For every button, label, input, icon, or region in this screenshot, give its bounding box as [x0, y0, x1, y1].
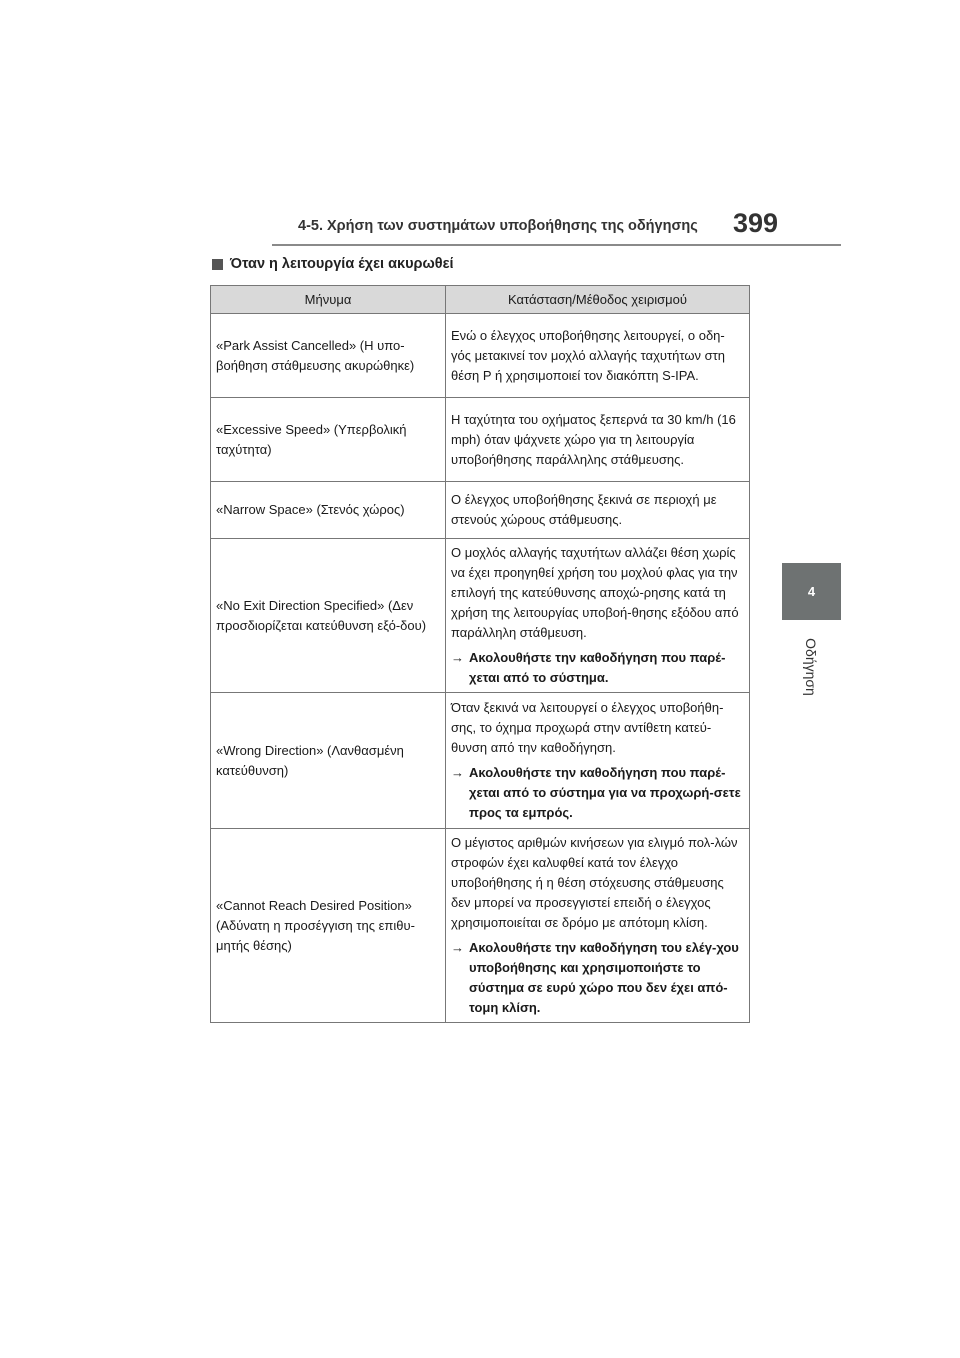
table-row — [211, 693, 750, 829]
description-cell — [446, 482, 750, 539]
message-cell: «Wrong Direction» (Λανθασμένη κατεύθυνση) — [211, 693, 446, 829]
column-header-description: Κατάσταση/Μέθοδος χειρισμού — [446, 286, 750, 314]
message-cell: «Narrow Space» (Στενός χώρος) — [211, 482, 446, 539]
square-bullet-icon — [212, 259, 223, 270]
header-divider — [272, 244, 841, 246]
message-cell: «Excessive Speed» (Υπερβολική ταχύτητα) — [211, 398, 446, 482]
description-cell — [446, 539, 750, 693]
table-row — [211, 314, 750, 398]
description-text: Ενώ ο έλεγχος υποβοήθησης λειτουργεί, ο οδη-γός μετακινεί τον μοχλό αλλαγής ταχυτήτων στη θέση P ή χρησιμοποιεί τον διακόπτη S-IPA. — [451, 327, 725, 383]
table-row — [211, 398, 750, 482]
table-row — [211, 539, 750, 693]
action-instruction — [451, 763, 744, 823]
chapter-label: Οδήγηση — [803, 638, 819, 696]
action-text: Ακολουθήστε την καθοδήγηση που παρέ-χεται από το σύστημα για να προχωρή-σετε προς τα εμπρός. — [469, 765, 741, 820]
description-text: Ο έλεγχος υποβοήθησης ξεκινά σε περιοχή με στενούς χώρους στάθμευσης. — [451, 492, 717, 527]
message-cell: «No Exit Direction Specified» (Δεν προσδιορίζεται κατεύθυνση εξό-δου) — [211, 539, 446, 693]
description-cell — [446, 398, 750, 482]
arrow-right-icon: → — [451, 940, 464, 955]
section-heading-text: Όταν η λειτουργία έχει ακυρωθεί — [230, 256, 454, 272]
table-header-row — [211, 286, 750, 314]
section-title: 4-5. Χρήση των συστημάτων υποβοήθησης της οδήγησης — [298, 218, 698, 234]
chapter-tab[interactable] — [782, 563, 841, 620]
description-text: Όταν ξεκινά να λειτουργεί ο έλεγχος υποβοήθη-σης, το όχημα προχωρά στην αντίθετη κατεύ-θυνση από την καθοδήγηση. — [451, 700, 724, 755]
action-text: Ακολουθήστε την καθοδήγηση που παρέ-χεται από το σύστημα. — [469, 650, 726, 685]
section-heading — [212, 256, 454, 272]
arrow-right-icon: → — [451, 650, 464, 665]
page-number: 399 — [733, 208, 779, 238]
message-cell: «Park Assist Cancelled» (Η υπο-βοήθηση στάθμευσης ακυρώθηκε) — [211, 314, 446, 398]
action-instruction — [451, 938, 744, 1018]
description-cell — [446, 693, 750, 829]
action-text: Ακολουθήστε την καθοδήγηση του ελέγ-χου υποβοήθησης και χρησιμοποιήστε το σύστημα σε ευρύ χώρο που δεν έχει από-τομη κλίση. — [469, 940, 739, 1015]
arrow-right-icon: → — [451, 765, 464, 780]
description-cell — [446, 314, 750, 398]
description-text: Ο μέγιστος αριθμών κινήσεων για ελιγμό πολ-λών στροφών έχει καλυφθεί κατά τον έλεγχο υποβοήθησης ή η θέση στόχευσης στάθμευσης δεν μπορεί να προσεγγιστεί επειδή ο έλεγχος χρησιμοποιείται σε δρόμο με απότομη κλίση. — [451, 835, 738, 930]
chapter-number: 4 — [807, 584, 816, 599]
column-header-message: Μήνυμα — [211, 286, 446, 314]
message-cell: «Cannot Reach Desired Position» (Αδύνατη η προσέγγιση της επιθυ-μητής θέσης) — [211, 829, 446, 1023]
description-cell — [446, 829, 750, 1023]
description-text: Ο μοχλός αλλαγής ταχυτήτων αλλάζει θέση χωρίς να έχει προηγηθεί χρήση του μοχλού φλας για την επιλογή της κατεύθυνσης αποχώ-ρησης κατά τη χρήση της λειτουργίας υποβοή-θησης εξόδου από παράλληλη στάθμευση. — [451, 545, 739, 640]
action-instruction — [451, 648, 744, 688]
description-text: Η ταχύτητα του οχήματος ξεπερνά τα 30 km/h (16 mph) όταν ψάχνετε χώρο για τη λειτουργία υποβοήθησης παράλληλης στάθμευσης. — [451, 411, 736, 467]
table-row — [211, 829, 750, 1023]
chapter-label-container — [776, 632, 846, 702]
table-row — [211, 482, 750, 539]
message-table — [210, 285, 750, 1023]
